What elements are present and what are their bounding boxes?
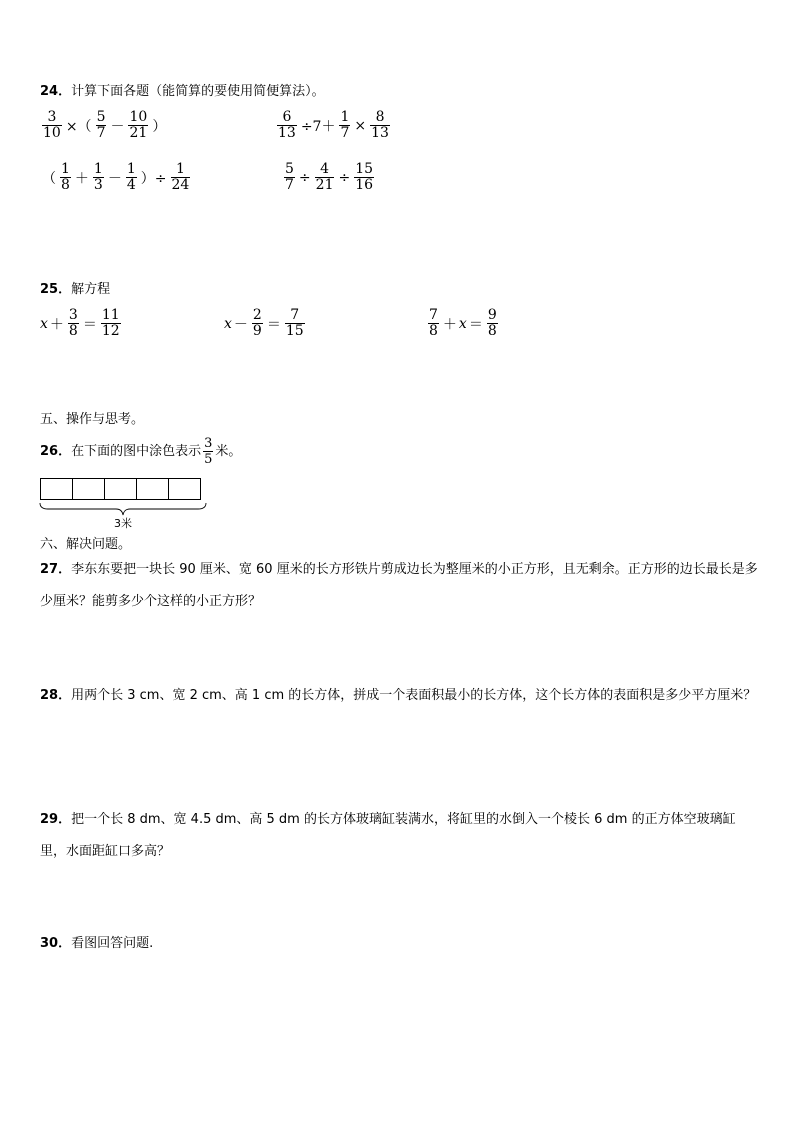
question-text: 解方程 xyxy=(71,282,111,297)
expression-24-1: $\frac{3}{10}$ ×（ $\frac{5}{7}$ － $\frac{10}{21}$ ） xyxy=(43,109,167,141)
equation-25-2: x － $\frac{2}{9}$ ＝ $\frac{7}{15}$ xyxy=(224,307,304,339)
question-text: 看图回答问题. xyxy=(71,936,154,951)
question-number: 28． xyxy=(40,688,72,703)
equation-25-1: x ＋ $\frac{3}{8}$ ＝ $\frac{11}{12}$ xyxy=(40,307,120,339)
question-30 xyxy=(40,935,153,953)
fraction: $\frac{11}{12}$ xyxy=(101,307,120,339)
fraction: $\frac{3}{10}$ xyxy=(43,109,61,141)
question-24 xyxy=(40,83,325,101)
question-text: 计算下面各题（能简算的要使用简便算法）。 xyxy=(71,84,325,99)
fraction: $\frac{10}{21}$ xyxy=(129,109,148,141)
question-number: 30． xyxy=(40,936,72,951)
fraction: $\frac{1}{7}$ xyxy=(340,109,350,141)
fraction: $\frac{5}{7}$ xyxy=(285,161,294,193)
fraction: $\frac{7}{15}$ xyxy=(285,307,304,339)
question-27 xyxy=(40,554,760,618)
strip-cell[interactable] xyxy=(104,478,137,500)
question-number: 24． xyxy=(40,84,72,99)
five-cell-strip xyxy=(40,478,201,500)
expression-24-2: $\frac{6}{13}$ ÷7＋ $\frac{1}{7}$ × $\frac{8}{13}$ xyxy=(278,109,389,141)
fraction: $\frac{1}{24}$ xyxy=(171,161,190,193)
question-28 xyxy=(40,680,760,712)
fraction: $\frac{1}{3}$ xyxy=(93,161,103,193)
expression-24-4: $\frac{5}{7}$ ÷ $\frac{4}{21}$ ÷ $\frac{15}{16}$ xyxy=(285,161,374,193)
question-text: 在下面的图中涂色表示 xyxy=(71,443,202,459)
fraction: $\frac{1}{4}$ xyxy=(126,161,136,193)
section-heading-6: 六、解决问题。 xyxy=(40,537,132,552)
question-text: 用两个长 3 cm、宽 2 cm、高 1 cm 的长方体，拼成一个表面积最小的长方体，这个长方体的表面积是多少平方厘米？ xyxy=(71,688,757,703)
expression-24-3: （ $\frac{1}{8}$ ＋ $\frac{1}{3}$ － $\frac{1}{4}$ ）÷ $\frac{1}{24}$ xyxy=(42,161,190,193)
fraction: $\frac{3}{5}$ xyxy=(204,436,213,467)
question-number: 25． xyxy=(40,282,72,297)
equation-25-3: $\frac{7}{8}$ ＋ x ＝ $\frac{9}{8}$ xyxy=(429,307,497,339)
strip-cell[interactable] xyxy=(72,478,105,500)
fraction: $\frac{5}{7}$ xyxy=(96,109,106,141)
question-number: 29． xyxy=(40,812,72,827)
question-text: 李东东要把一块长 90 厘米、宽 60 厘米的长方形铁片剪成边长为整厘米的小正方形，且无剩余。正方形的边长最长是多少厘米？能剪多少个这样的小正方形？ xyxy=(40,562,758,609)
fraction: $\frac{8}{13}$ xyxy=(371,109,389,141)
question-29 xyxy=(40,804,760,868)
fraction: $\frac{4}{21}$ xyxy=(315,161,334,193)
fraction: $\frac{7}{8}$ xyxy=(429,307,438,339)
fraction: $\frac{6}{13}$ xyxy=(278,109,296,141)
question-number: 27． xyxy=(40,562,72,577)
strip-cell[interactable] xyxy=(136,478,169,500)
fraction: $\frac{2}{9}$ xyxy=(252,307,262,339)
brace-label: 3米 xyxy=(114,517,132,530)
fraction: $\frac{1}{8}$ xyxy=(61,161,70,193)
question-text: 把一个长 8 dm、宽 4.5 dm、高 5 dm 的长方体玻璃缸装满水，将缸里的水倒入一个棱长 6 dm 的正方体空玻璃缸里，水面距缸口多高？ xyxy=(40,812,736,859)
strip-cell[interactable] xyxy=(40,478,73,500)
question-26: 26． 在下面的图中涂色表示 $\frac{3}{5}$ 米。 xyxy=(40,436,242,467)
fraction: $\frac{15}{16}$ xyxy=(355,161,374,193)
strip-cell[interactable] xyxy=(168,478,201,500)
fraction: $\frac{3}{8}$ xyxy=(68,307,78,339)
fraction: $\frac{9}{8}$ xyxy=(487,307,497,339)
question-number: 26． xyxy=(40,443,72,459)
question-25 xyxy=(40,281,110,299)
section-heading-5: 五、操作与思考。 xyxy=(40,412,145,427)
